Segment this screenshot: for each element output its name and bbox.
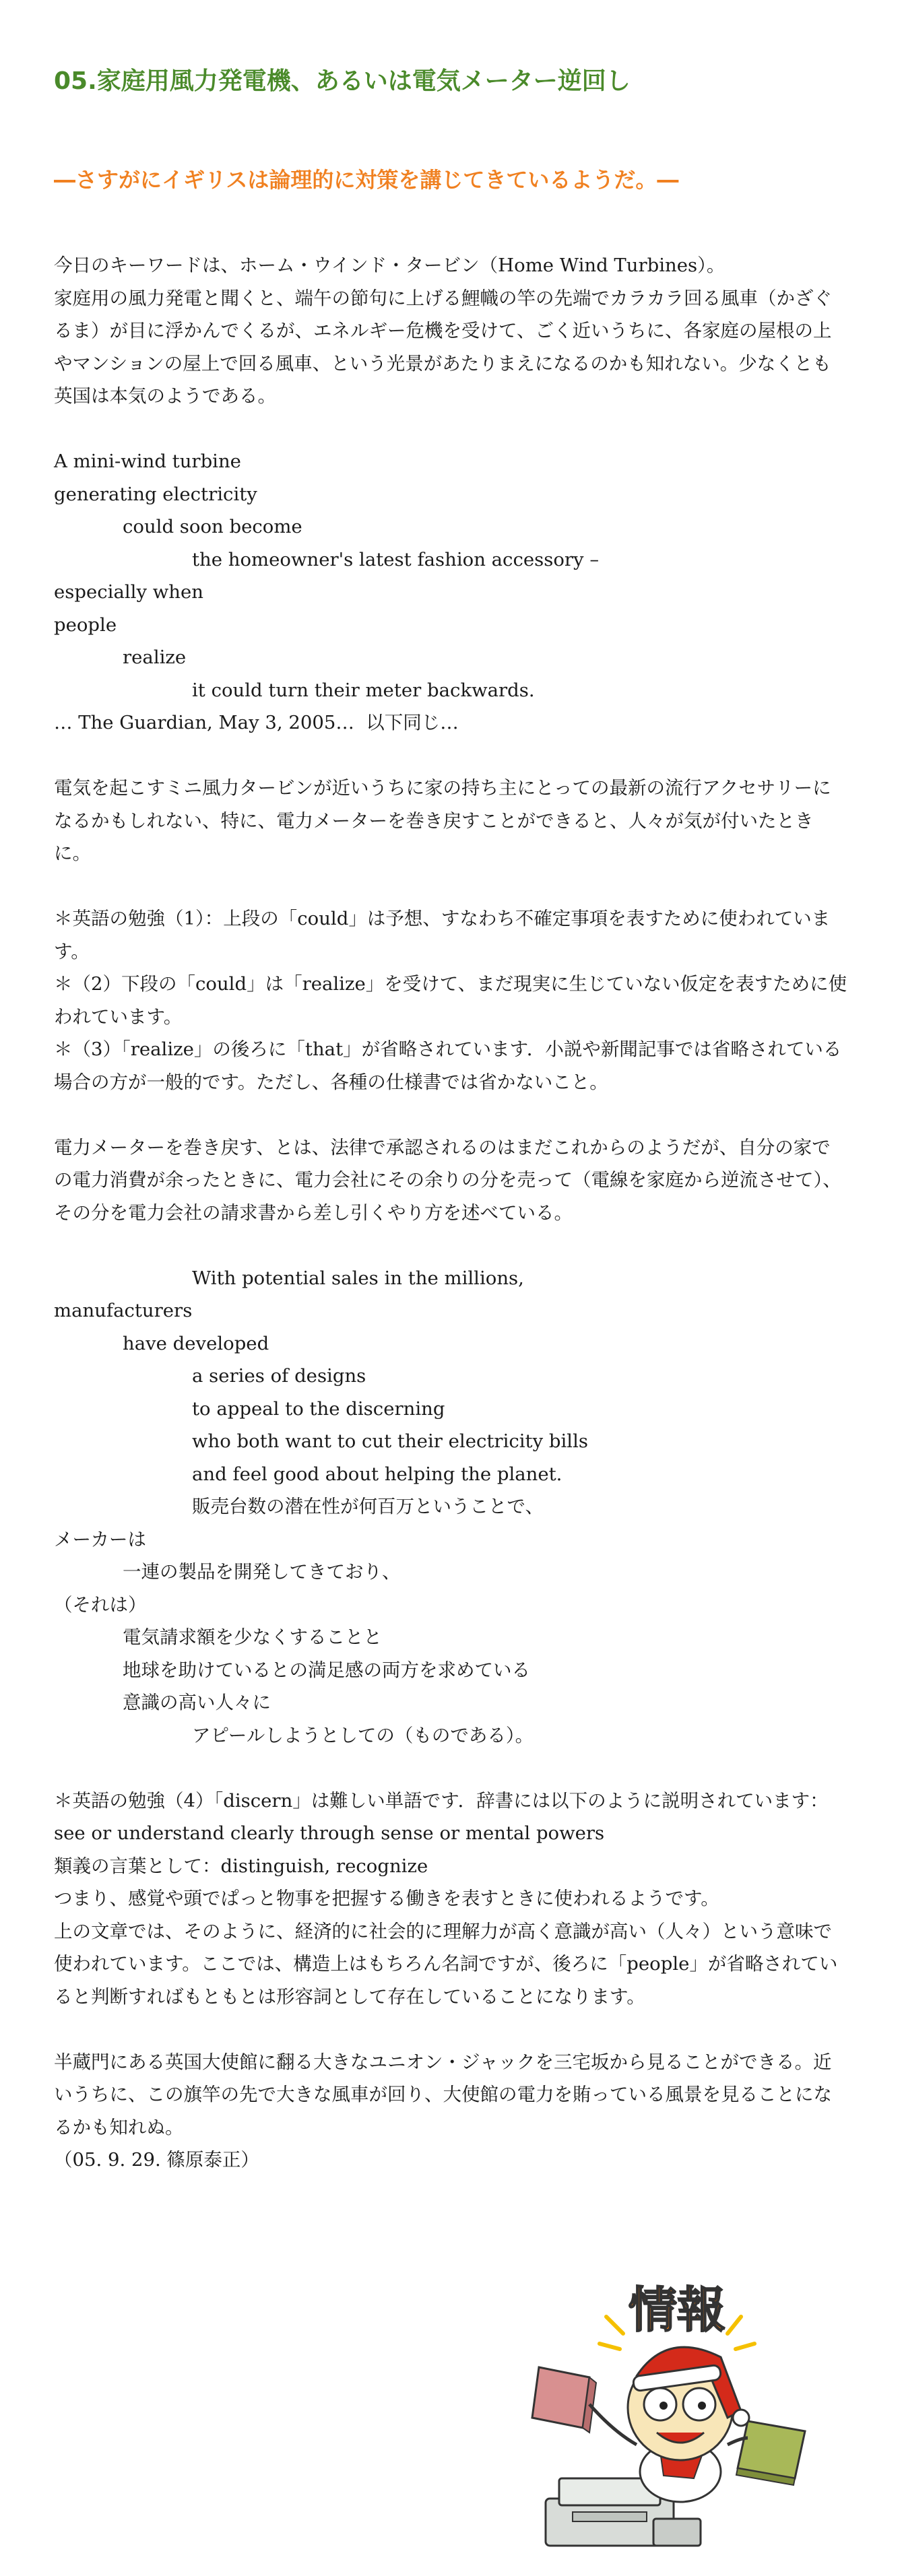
quote2-line: メーカーは bbox=[54, 1528, 146, 1550]
intro-paragraph: 今日のキーワードは、ホーム・ウインド・タービン（Home Wind Turbines）。 家庭用の風力発電と聞くと、端午の節句に上げる鯉幟の竿の先端でカラカラ回る風車（かざぐるま）が目に浮かんでくるが、エネルギー危機を受けて、ごく近いうちに、各家庭の屋根の上やマンションの屋上で回る風車、という光景があたりまえになるのかも知れない。少なくとも英国は本気のようである。 bbox=[54, 255, 832, 407]
quote2-line: 地球を助けているとの満足感の両方を求めている bbox=[123, 1659, 530, 1681]
book-green-icon bbox=[736, 2421, 805, 2485]
quote2-line: 意識の高い人々に bbox=[123, 1692, 271, 1713]
quote2-line: （それは） bbox=[54, 1593, 147, 1616]
article-body bbox=[54, 249, 849, 2177]
quote1-line: especially when bbox=[54, 581, 203, 603]
quote2-line: manufacturers bbox=[54, 1300, 193, 1321]
quote2-line: 電気請求額を少なくすることと bbox=[123, 1626, 382, 1648]
signature: （05. 9. 29. 篠原泰正） bbox=[54, 2149, 259, 2171]
quote1-line: it could turn their meter backwards. bbox=[192, 679, 535, 701]
note-item: ＊英語の勉強（4）「discern」は難しい単語です．辞書には以下のように説明されています： bbox=[54, 1789, 829, 1812]
quote2-line: and feel good about helping the planet. bbox=[192, 1463, 562, 1485]
english-notes-2 bbox=[54, 1785, 849, 2014]
quote1-line: generating electricity bbox=[54, 483, 257, 505]
quote2-line: 販売台数の潜在性が何百万ということで、 bbox=[192, 1496, 544, 1517]
english-notes-1 bbox=[54, 902, 849, 1098]
quote1-line: A mini-wind turbine bbox=[54, 451, 241, 472]
page-title: 05.家庭用風力発電機、あるいは電気メーター逆回し bbox=[54, 67, 631, 95]
quote2-line: アピールしようとしての（ものである）。 bbox=[192, 1724, 534, 1746]
quote2-line: With potential sales in the millions, bbox=[192, 1267, 524, 1289]
note-item: see or understand clearly through sense or mental powers bbox=[54, 1822, 605, 1844]
quote-guardian-2 bbox=[54, 1262, 849, 1752]
quote1-line: the homeowner's latest fashion accessory – bbox=[192, 548, 600, 570]
info-sign-text: 情報 bbox=[628, 2282, 726, 2338]
info-mascot-illustration bbox=[525, 2276, 822, 2559]
note-item: ＊（3）「realize」の後ろに「that」が省略されています．小説や新聞記事では省略されている場合の方が一般的です。ただし、各種の仕様書では省かないこと。 bbox=[54, 1038, 842, 1093]
quote2-line: to appeal to the discerning bbox=[192, 1397, 445, 1420]
quote1-line: could soon become bbox=[123, 516, 302, 537]
closing-paragraph: 半蔵門にある英国大使館に翻る大きなユニオン・ジャックを三宅坂から見ることができる。近いうちに、この旗竿の先で大きな風車が回り、大使館の電力を賄っている風景を見ることになるかも知れぬ。 bbox=[54, 2051, 832, 2138]
quote2-line: 一連の製品を開発してきており、 bbox=[123, 1561, 401, 1583]
note-item: 類義の言葉として：distinguish, recognize bbox=[54, 1855, 428, 1877]
note-item: ＊英語の勉強（1）：上段の「could」は予想、すなわち不確定事項を表すために使われています。 bbox=[54, 908, 831, 962]
quote2-line: a series of designs bbox=[192, 1365, 366, 1387]
quote2-line: have developed bbox=[123, 1332, 269, 1354]
quote-source: … The Guardian, May 3, 2005… 以下同じ… bbox=[54, 712, 459, 733]
page-subtitle: ―さすがにイギリスは論理的に対策を講じてきているようだ。― bbox=[54, 167, 679, 193]
quote2-line: who both want to cut their electricity bills bbox=[192, 1430, 588, 1452]
quote1-line: realize bbox=[123, 647, 187, 668]
note-item: 上の文章では、そのように、経済的に社会的に理解力が高く意識が高い（人々）という意味で使われています。ここでは、構造上はもちろん名詞ですが、後ろに「people」が省略されていると判断すればもともとは形容詞として存在していることになります。 bbox=[54, 1920, 838, 2008]
explanation-paragraph: 電力メーターを巻き戻す、とは、法律で承認されるのはまだこれからのようだが、自分の家での電力消費が余ったときに、電力会社にその余りの分を売って（電線を家庭から逆流させて）、その分を電力会社の請求書から差し引くやり方を述べている。 bbox=[54, 1136, 841, 1224]
book-pink-icon bbox=[532, 2367, 596, 2433]
quote1-line: people bbox=[54, 614, 117, 636]
note-item: つまり、感覚や頭でぱっと物事を把握する働きを表すときに使われるようです。 bbox=[54, 1888, 719, 1909]
quote-guardian-1 bbox=[54, 445, 849, 739]
note-item: ＊（2）下段の「could」は「realize」を受けて、まだ現実に生じていない仮定を表すために使われています。 bbox=[54, 973, 847, 1028]
translation-paragraph: 電気を起こすミニ風力タービンが近いうちに家の持ち主にとっての最新の流行アクセサリーになるかもしれない、特に、電力メーターを巻き戻すことができると、人々が気が付いたときに。 bbox=[54, 777, 831, 864]
